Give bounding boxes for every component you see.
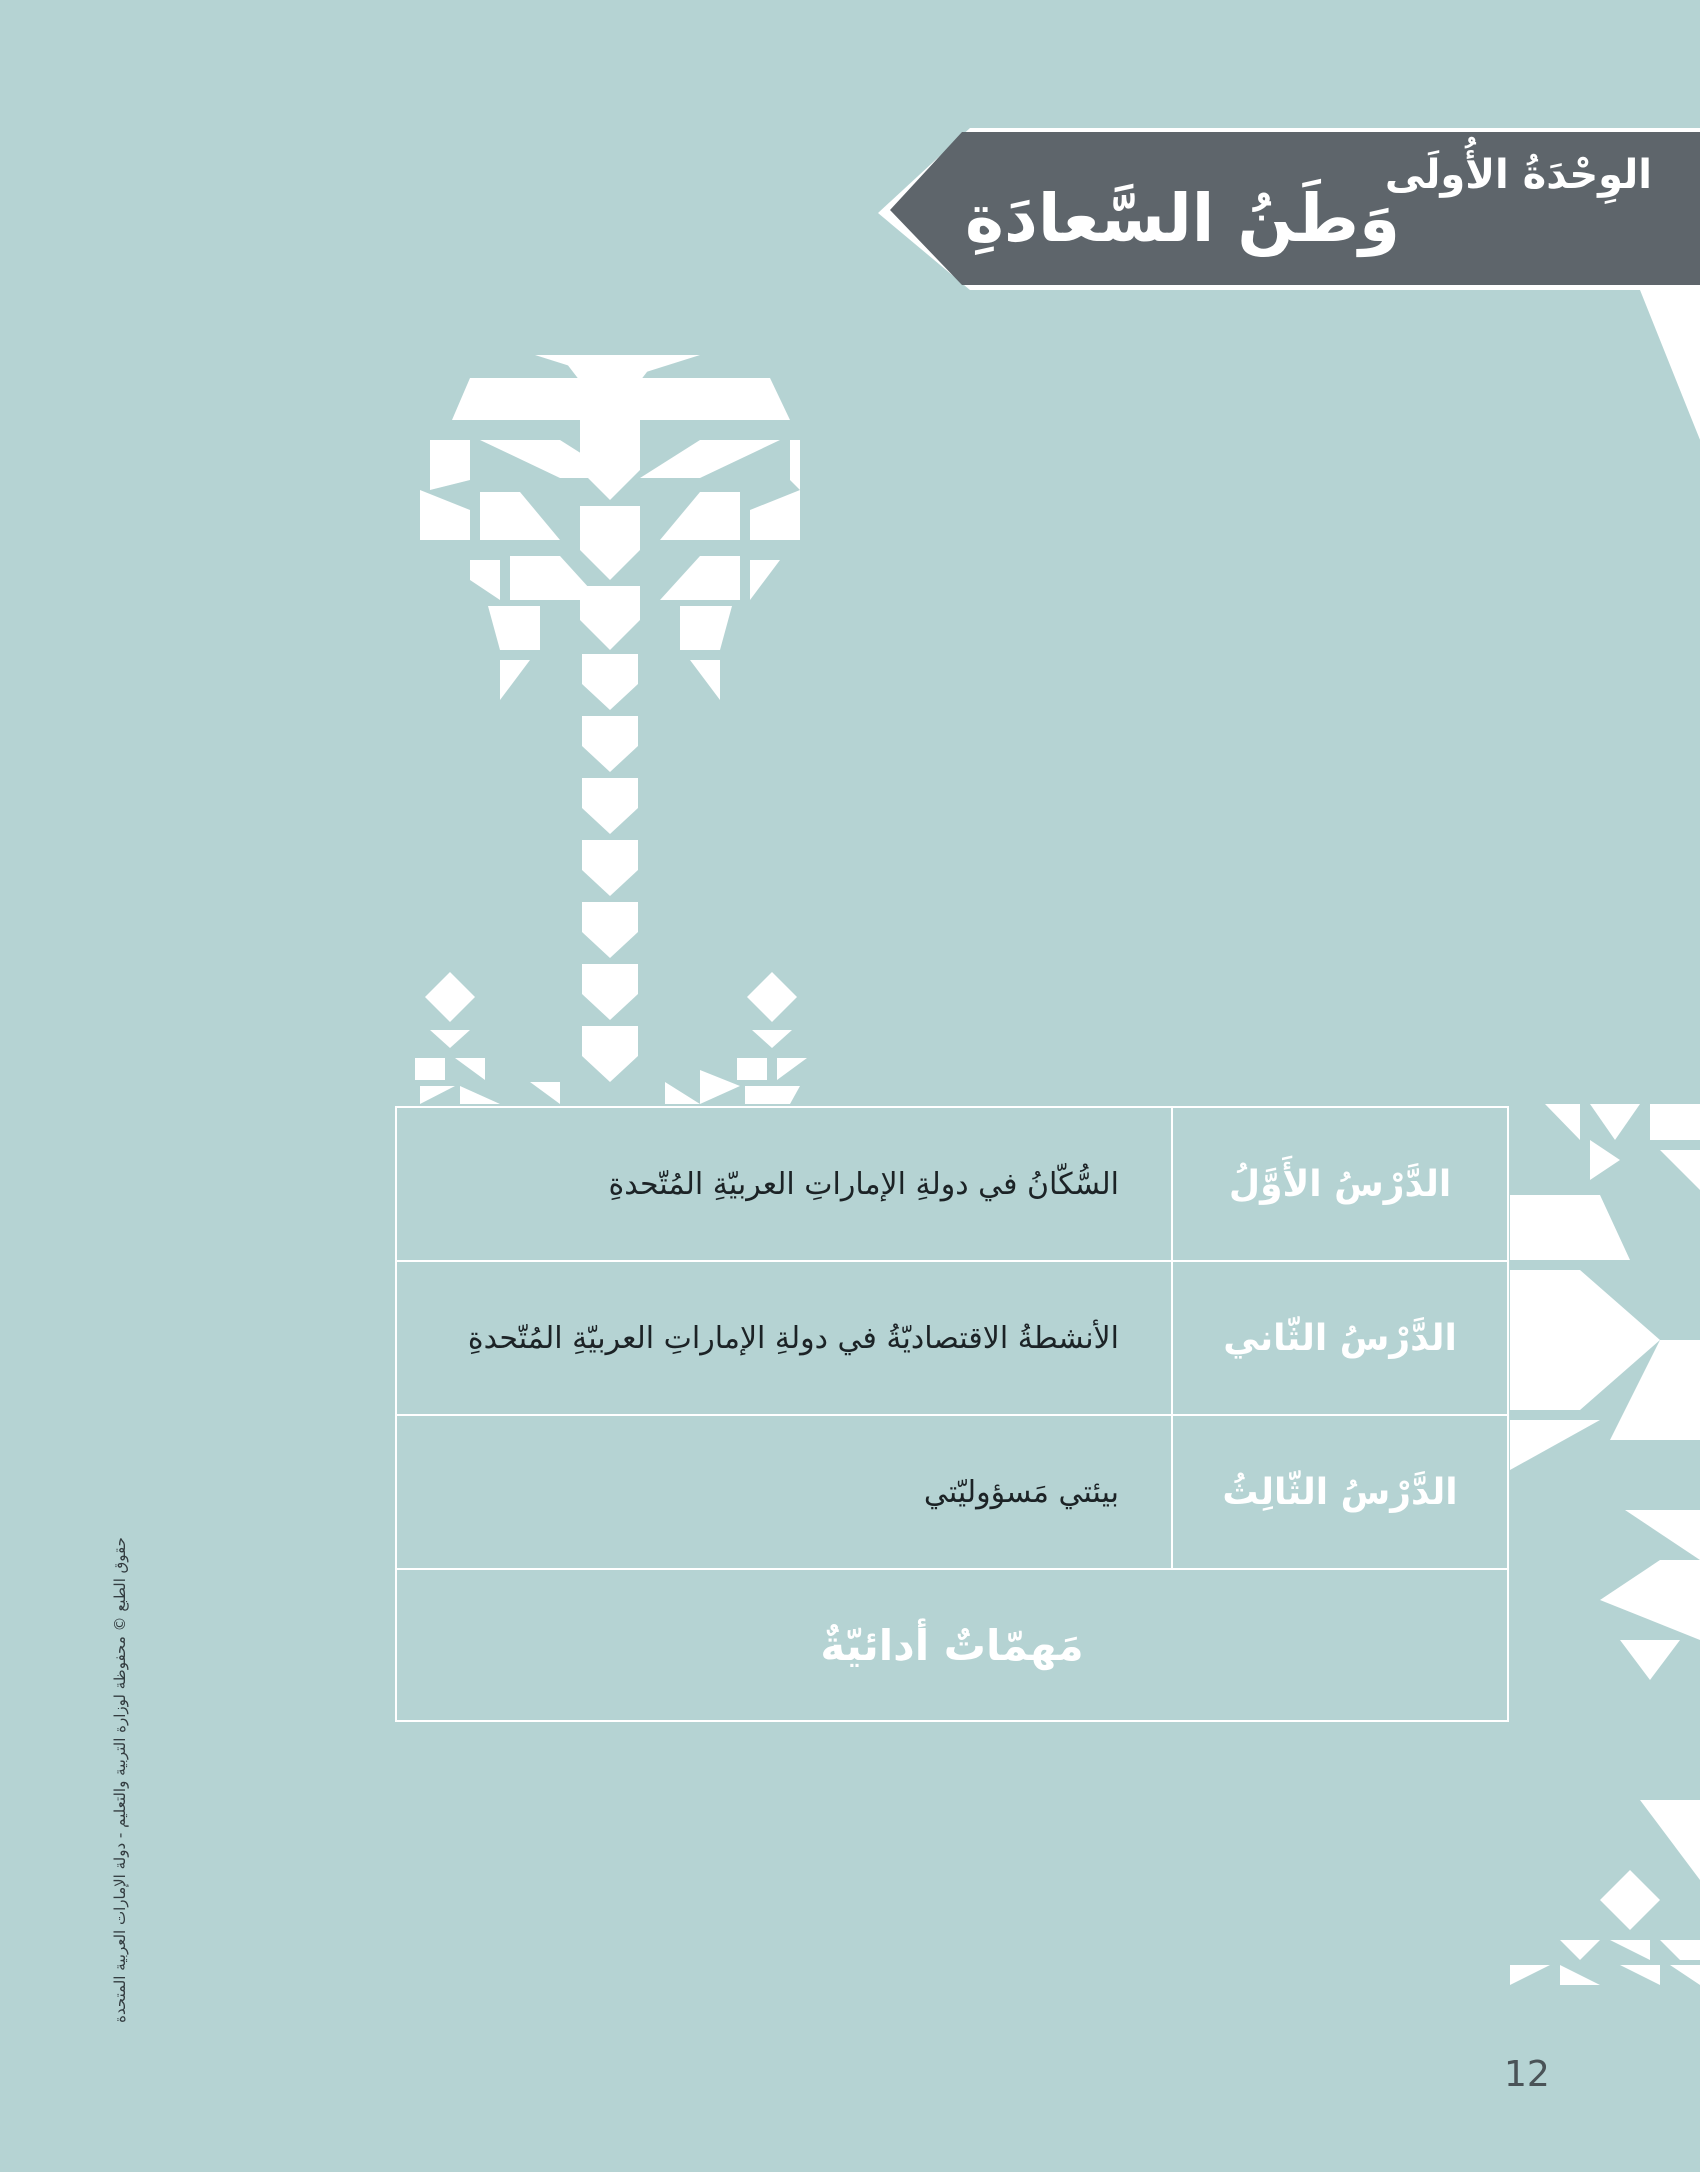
lesson-row-2[interactable] xyxy=(397,1262,1507,1416)
lesson-3-title: بيئتي مَسؤوليّتي xyxy=(923,1474,1119,1510)
lesson-1-label: الدَّرْسُ الأَوَّلُ xyxy=(1171,1108,1507,1260)
unit-title: وَطَنُ السَّعادَةِ xyxy=(965,180,1400,257)
palm-tree-illustration xyxy=(415,355,807,1104)
lesson-3-label: الدَّرْسُ الثّالِثُ xyxy=(1171,1416,1507,1568)
lesson-2-title: الأنشطةُ الاقتصاديّةُ في دولةِ الإماراتِ العربيّةِ المُتّحدةِ xyxy=(467,1320,1119,1356)
lesson-row-1[interactable] xyxy=(397,1108,1507,1262)
lesson-1-title: السُّكّانُ في دولةِ الإماراتِ العربيّةِ المُتّحدةِ xyxy=(608,1166,1119,1202)
lesson-row-3[interactable] xyxy=(397,1416,1507,1570)
lessons-table xyxy=(395,1106,1509,1722)
right-edge-pattern xyxy=(1510,1104,1700,1985)
page-number: 12 xyxy=(1504,2054,1550,2095)
lesson-2-label: الدَّرْسُ الثّاني xyxy=(1171,1262,1507,1414)
copyright-text: حقوق الطبع © محفوظة لوزارة التربية والتعليم - دولة الإمارات العربية المتحدة xyxy=(111,1537,129,2023)
unit-label: الوِحْدَةُ الأُولَى xyxy=(1384,152,1652,198)
performance-tasks-row[interactable]: مَهمّاتٌ أدائيّةٌ xyxy=(820,1620,1084,1670)
